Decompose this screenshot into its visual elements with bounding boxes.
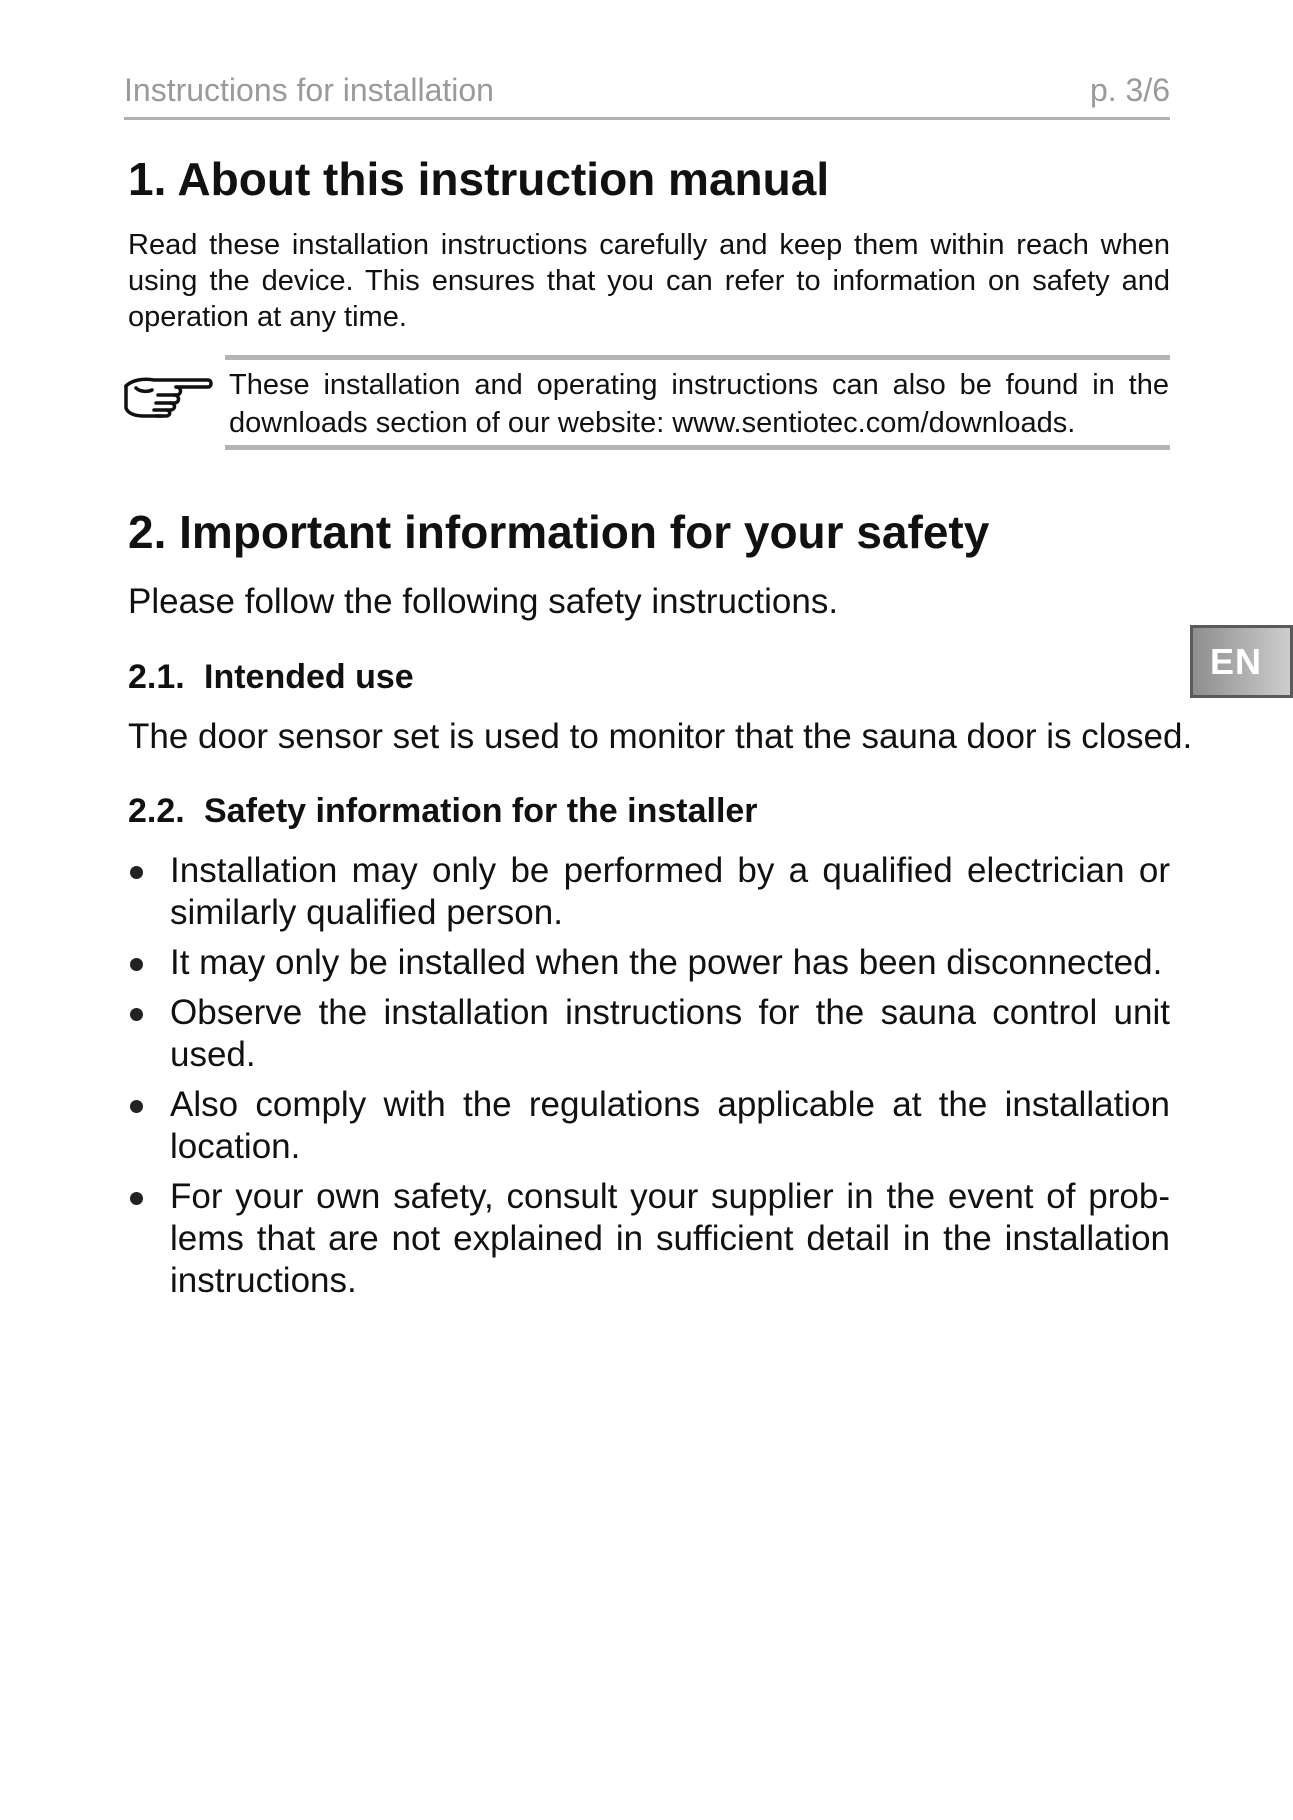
list-item-text: It may only be installed when the power has been disconnected. (170, 943, 1163, 982)
subsection-2-1-title: Intended use (204, 658, 414, 696)
list-item-text: Also comply with the regulations applicable at the installation location. (170, 1085, 1170, 1166)
safety-bullet-list (128, 850, 1170, 1310)
list-item (128, 1176, 1170, 1302)
note-text: These installation and operating instructions can also be found in the downloads section of our website: www.sentiotec.com/downloads. (229, 369, 1169, 439)
subsection-2-2-heading (128, 792, 758, 831)
subsection-2-1-heading (128, 658, 414, 697)
header-page-number: p. 3/6 (1089, 72, 1170, 108)
list-item (128, 1084, 1170, 1168)
list-item-text: For your own safety, consult your supplier in the event of prob-lems that are not explained in sufficient detail in the installation instructions. (170, 1177, 1170, 1300)
bullet-icon (130, 1008, 143, 1021)
language-tab-label: EN (1210, 641, 1263, 682)
subsection-2-1-number: 2.1. (128, 658, 185, 696)
list-item-text: Installation may only be performed by a qualified electrician or similarly qualified person. (170, 851, 1170, 932)
bullet-icon (130, 1192, 143, 1205)
page-header (124, 70, 1170, 120)
header-title: Instructions for installation (124, 72, 494, 108)
subsection-2-2-title: Safety information for the installer (204, 792, 758, 830)
section-1-heading: 1. About this instruction manual (128, 153, 830, 205)
section-2-heading: 2. Important information for your safety (128, 506, 990, 558)
pointing-hand-icon (122, 372, 214, 420)
subsection-2-2-number: 2.2. (128, 792, 185, 830)
language-tab (1190, 625, 1293, 698)
bullet-icon (130, 958, 143, 971)
section-2-intro: Please follow the following safety instructions. (128, 582, 839, 621)
intended-use-text: The door sensor set is used to monitor that the sauna door is closed. (128, 717, 1193, 756)
list-item (128, 992, 1170, 1076)
section-1-paragraph: Read these installation instructions carefully and keep them within reach when using the device. This ensures that you can refer to information on safety and operation at any time. (128, 229, 1170, 333)
list-item-text: Observe the installation instructions for the sauna control unit used. (170, 993, 1170, 1074)
bullet-icon (130, 866, 143, 879)
bullet-icon (130, 1100, 143, 1113)
list-item (128, 942, 1170, 984)
list-item (128, 850, 1170, 934)
note-box (225, 355, 1170, 450)
